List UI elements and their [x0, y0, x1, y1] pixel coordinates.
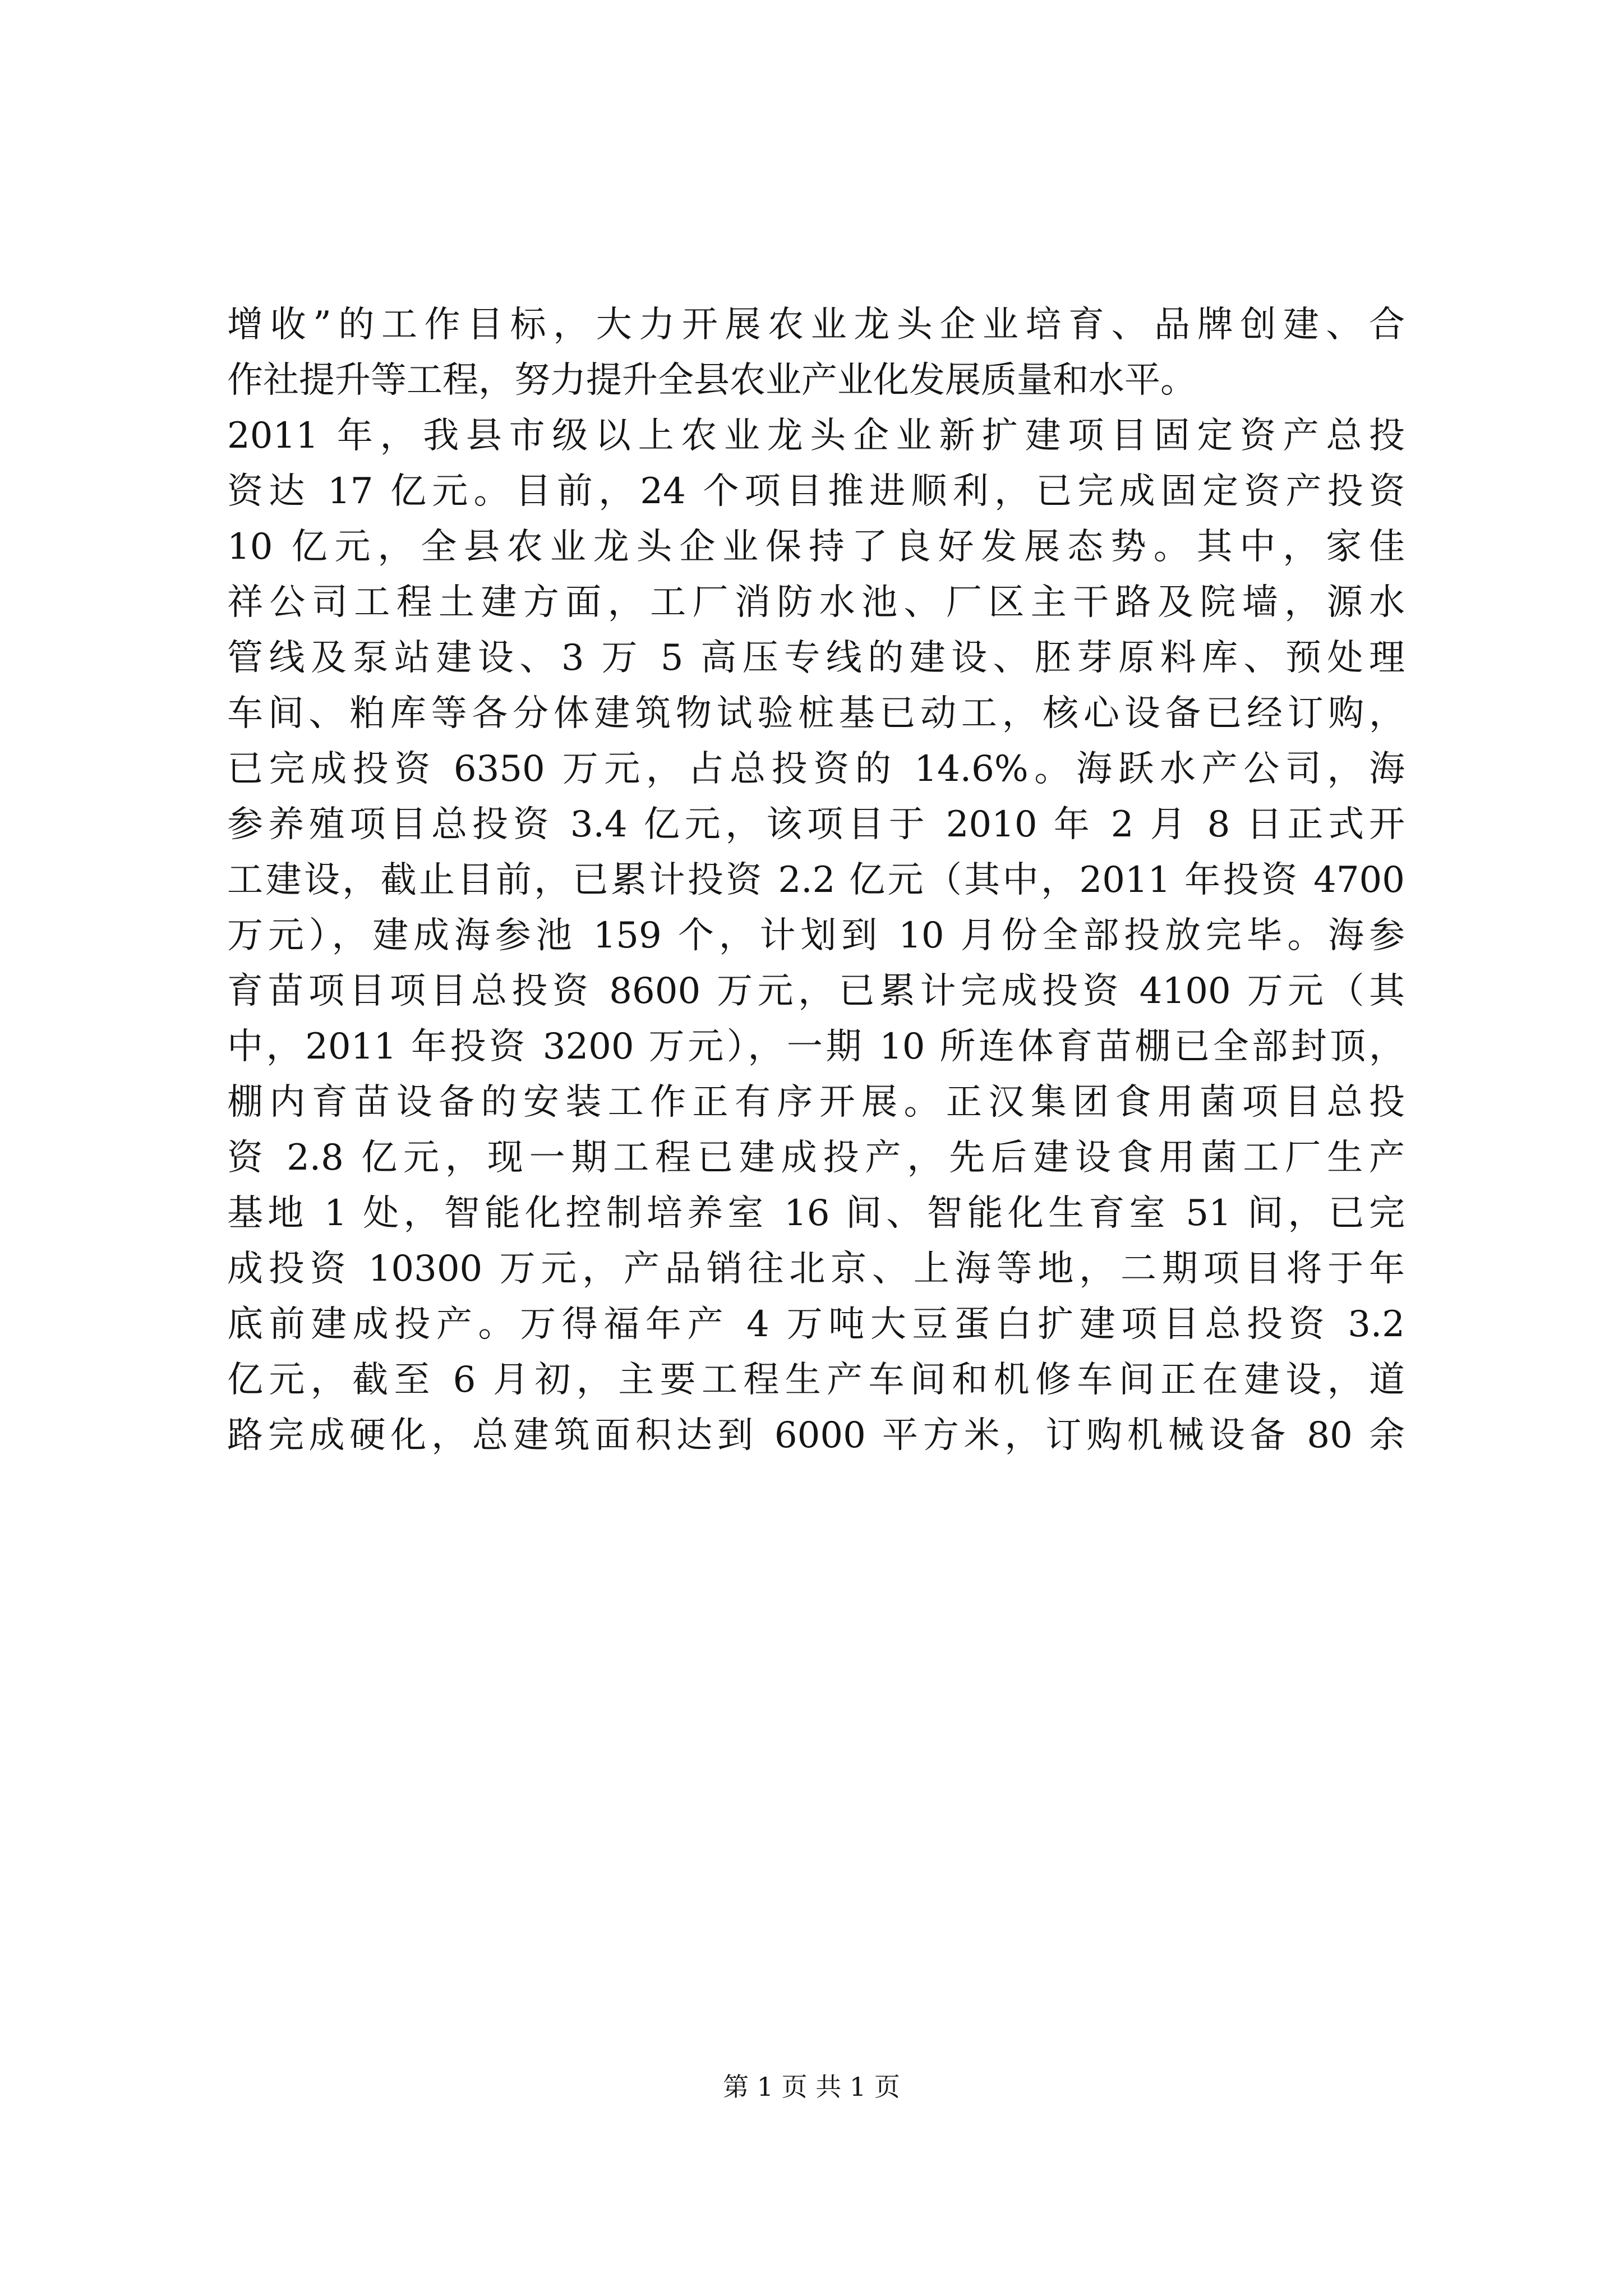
body-line-19: 底前建成投产。万得福年产 4 万吨大豆蛋白扩建项目总投资 3.2: [227, 1304, 1405, 1345]
body-line-12: 万元），建成海参池 159 个，计划到 10 月份全部投放完毕。海参: [227, 915, 1405, 956]
page-footer: [0, 2070, 1623, 2104]
body-line-20: 亿元，截至 6 月初，主要工程生产车间和机修车间正在建设，道: [227, 1359, 1405, 1401]
body-line-6: 祥公司工程土建方面，工厂消防水池、厂区主干路及院墙，源水: [227, 582, 1405, 623]
body-line-10: 参养殖项目总投资 3.4 亿元，该项目于 2010 年 2 月 8 日正式开: [227, 804, 1405, 845]
body-line-8: 车间、粕库等各分体建筑物试验桩基已动工，核心设备已经订购，: [227, 693, 1405, 734]
body-line-4: 资达 17 亿元。目前，24 个项目推进顺利，已完成固定资产投资: [227, 471, 1405, 512]
body-line-11: 工建设，截止目前，已累计投资 2.2 亿元（其中，2011 年投资 4700: [227, 859, 1405, 901]
body-line-9: 已完成投资 6350 万元，占总投资的 14.6%。海跃水产公司，海: [227, 748, 1405, 790]
body-line-5: 10 亿元，全县农业龙头企业保持了良好发展态势。其中，家佳: [227, 526, 1405, 568]
body-line-15: 棚内育苗设备的安装工作正有序开展。正汉集团食用菌项目总投: [227, 1082, 1405, 1123]
body-line-3: 2011 年，我县市级以上农业龙头企业新扩建项目固定资产总投: [227, 415, 1405, 457]
body-line-13: 育苗项目项目总投资 8600 万元，已累计完成投资 4100 万元（其: [227, 970, 1405, 1012]
body-line-18: 成投资 10300 万元，产品销往北京、上海等地，二期项目将于年: [227, 1248, 1405, 1290]
body-line-16: 资 2.8 亿元，现一期工程已建成投产，先后建设食用菌工厂生产: [227, 1137, 1405, 1179]
body-line-7: 管线及泵站建设、3 万 5 高压专线的建设、胚芽原料库、预处理: [227, 637, 1405, 679]
body-line-14: 中，2011 年投资 3200 万元），一期 10 所连体育苗棚已全部封顶，: [227, 1026, 1405, 1068]
body-line-2: 作社提升等工程，努力提升全县农业产业化发展质量和水平。: [227, 360, 1196, 401]
body-line-21: 路完成硬化，总建筑面积达到 6000 平方米，订购机械设备 80 余: [227, 1415, 1405, 1456]
body-line-1: 增收”的工作目标，大力开展农业龙头企业培育、品牌创建、合: [227, 304, 1405, 346]
page-number: 第 1 页 共 1 页: [723, 2072, 900, 2102]
document-body: [227, 297, 1405, 1464]
body-line-17: 基地 1 处，智能化控制培养室 16 间、智能化生育室 51 间，已完: [227, 1193, 1405, 1234]
